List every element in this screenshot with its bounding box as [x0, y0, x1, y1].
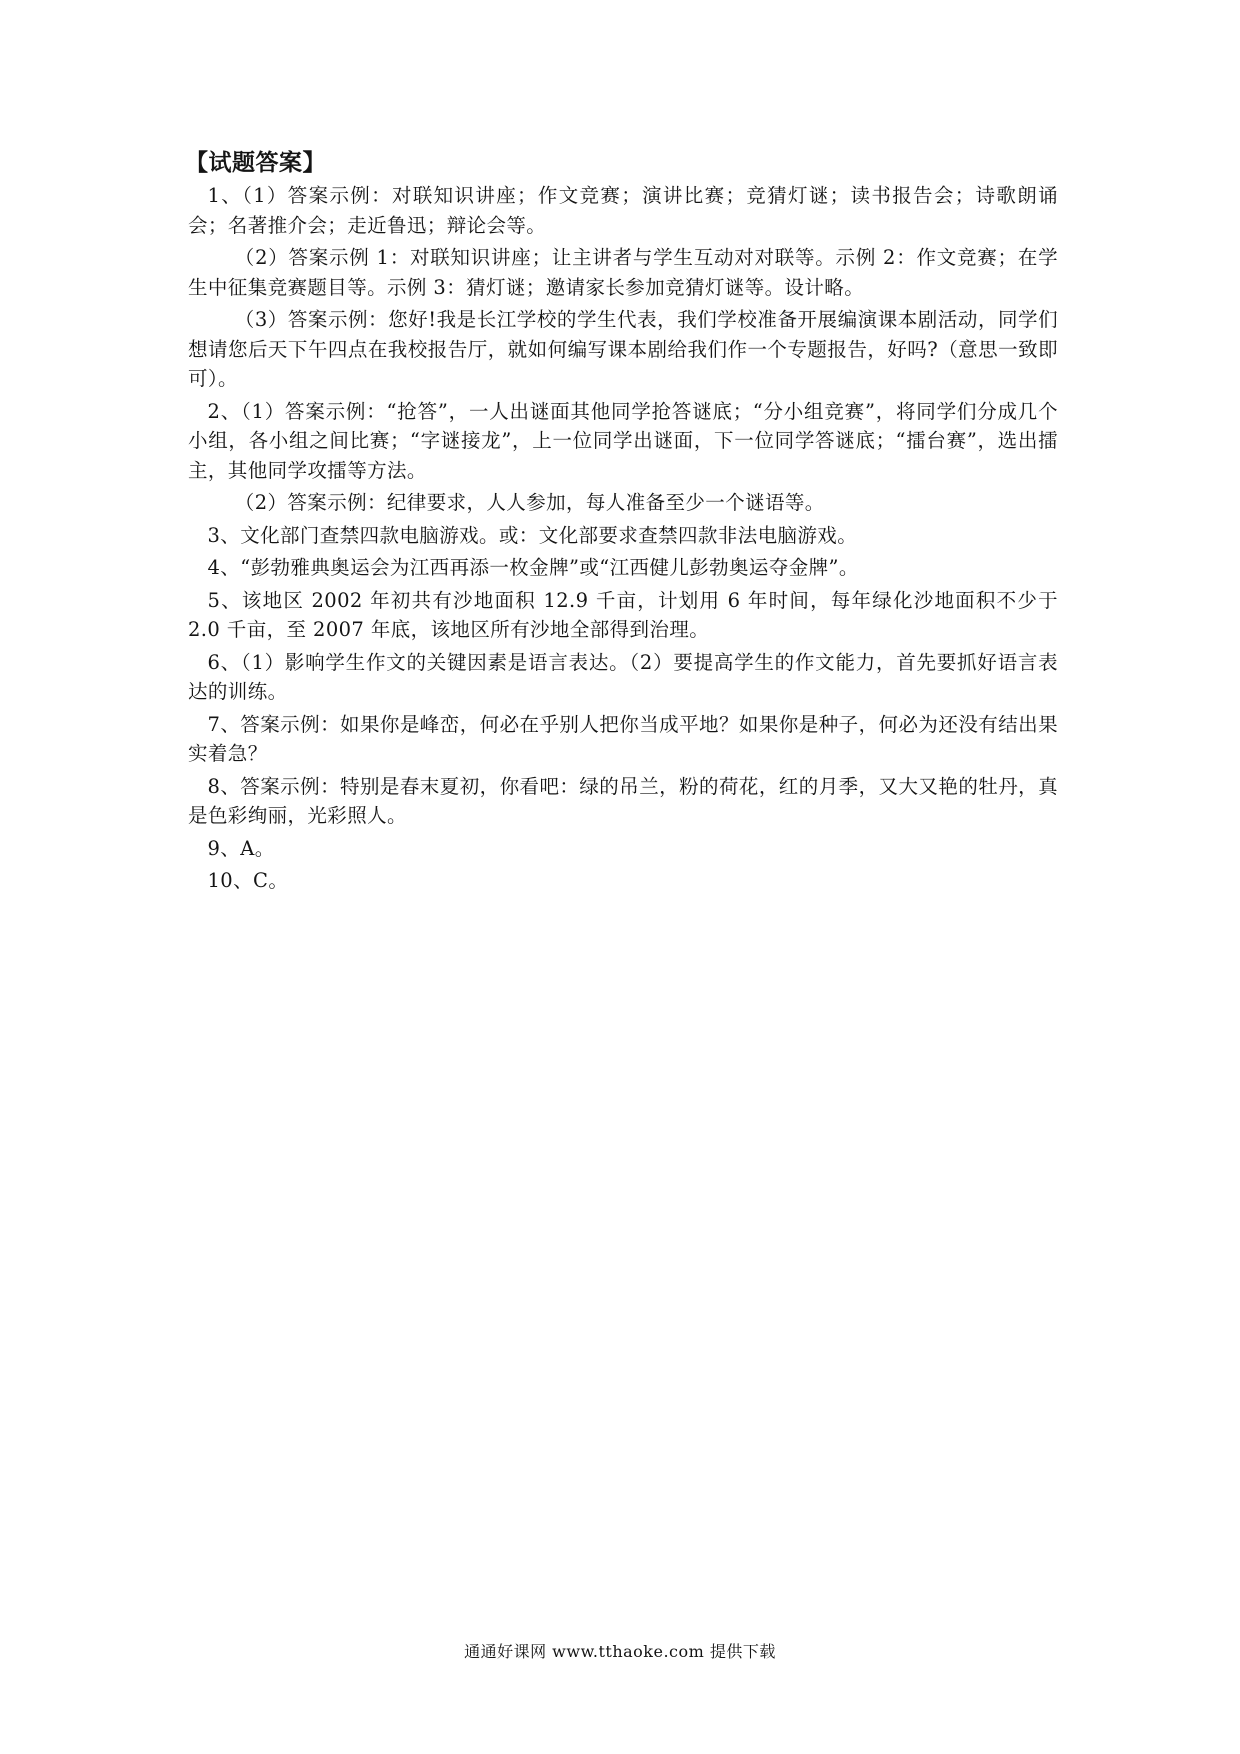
answer-7: 7、答案示例：如果你是峰峦，何必在乎别人把你当成平地？如果你是种子，何必为还没有结出果实着急？	[188, 712, 1058, 765]
answer-9: 9、A。	[207, 836, 275, 860]
answer-5: 5、该地区 2002 年初共有沙地面积 12.9 千亩，计划用 6 年时间，每年绿化沙地面积不少于 2.0 千亩，至 2007 年底，该地区所有沙地全部得到治理。	[188, 588, 1058, 641]
answer-1-1: 1、（1）答案示例：对联知识讲座；作文竞赛；演讲比赛；竞猜灯谜；读书报告会；诗歌朗诵会；名著推介会；走近鲁迅；辩论会等。	[188, 184, 1058, 237]
answer-section	[185, 146, 1058, 896]
answer-3: 3、文化部门查禁四款电脑游戏。或：文化部要求查禁四款非法电脑游戏。	[207, 523, 858, 547]
answer-2-1: 2、（1）答案示例：“抢答”，一人出谜面其他同学抢答谜底；“分小组竞赛”，将同学们分成几个小组，各小组之间比赛；“字谜接龙”，上一位同学出谜面，下一位同学答谜底；“擂台赛”，选出擂主，其他同学攻擂等方法。	[188, 399, 1058, 482]
answer-2-2: （2）答案示例：纪律要求，人人参加，每人准备至少一个谜语等。	[234, 491, 825, 514]
answer-1-3: （3）答案示例：您好!我是长江学校的学生代表，我们学校准备开展编演课本剧活动，同学们想请您后天下午四点在我校报告厅，就如何编写课本剧给我们作一个专题报告，好吗?（意思一致即可）。	[188, 308, 1058, 390]
section-heading: 【试题答案】	[185, 150, 326, 176]
page-footer: 通通好课网 www.tthaoke.com 提供下载	[464, 1642, 776, 1661]
answer-1-2: （2）答案示例 1：对联知识讲座；让主讲者与学生互动对对联等。示例 2：作文竞赛；在学生中征集竞赛题目等。示例 3：猜灯谜；邀请家长参加竞猜灯谜等。设计略。	[188, 246, 1058, 299]
answer-8: 8、答案示例：特别是春末夏初，你看吧：绿的吊兰，粉的荷花，红的月季，又大又艳的牡丹，真是色彩绚丽，光彩照人。	[188, 774, 1058, 827]
answer-6: 6、（1）影响学生作文的关键因素是语言表达。（2）要提高学生的作文能力，首先要抓好语言表达的训练。	[188, 650, 1058, 703]
answer-10: 10、C。	[207, 869, 289, 892]
answer-4: 4、“彭勃雅典奥运会为江西再添一枚金牌”或“江西健儿彭勃奥运夺金牌”。	[207, 556, 859, 579]
